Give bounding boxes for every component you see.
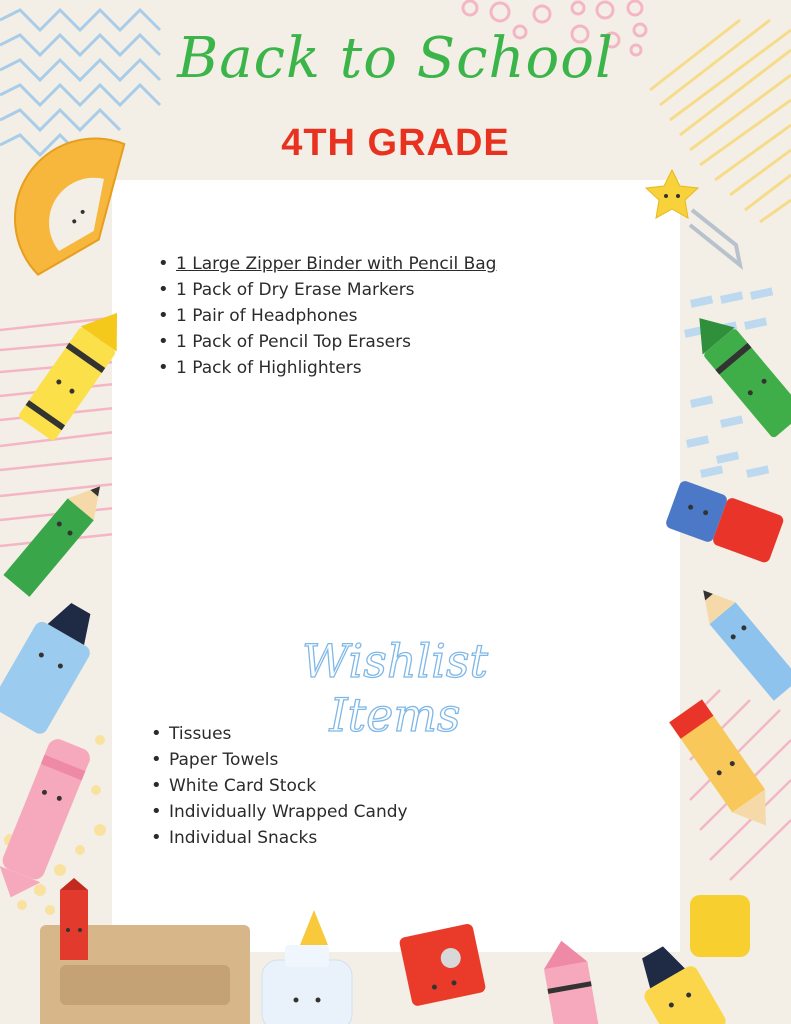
yellow-cap-icon xyxy=(690,895,750,957)
list-item: • Paper Towels xyxy=(149,747,408,773)
list-item: • 1 Pack of Dry Erase Markers xyxy=(156,277,496,303)
star-paperclip-icon xyxy=(646,170,740,265)
list-item: • Individual Snacks xyxy=(149,825,408,851)
list-item: • 1 Pack of Highlighters xyxy=(156,355,496,381)
supply-item-link[interactable]: 1 Large Zipper Binder with Pencil Bag xyxy=(176,254,497,274)
yellow-crayon-icon xyxy=(18,300,135,442)
green-crayon-icon xyxy=(683,305,791,439)
blue-highlighter-icon xyxy=(0,593,108,737)
list-item: • White Card Stock xyxy=(149,773,408,799)
list-item: • Tissues xyxy=(149,721,408,747)
green-pencil-icon xyxy=(3,475,113,596)
list-item: • 1 Pack of Pencil Top Erasers xyxy=(156,329,496,355)
glue-bottle-icon xyxy=(262,910,352,1024)
eraser-icon xyxy=(664,479,784,564)
pink-pen-icon xyxy=(0,736,93,905)
pink-crayon-icon xyxy=(540,937,600,1024)
crayon-box-icon xyxy=(40,878,250,1024)
list-item: • 1 Pair of Headphones xyxy=(156,303,496,329)
protractor-icon xyxy=(0,118,159,276)
wishlist-heading: Wishlist Items xyxy=(302,634,488,742)
sharpener-icon xyxy=(399,923,487,1007)
grade-heading: 4TH GRADE xyxy=(281,122,510,164)
list-item: • Individually Wrapped Candy xyxy=(149,799,408,825)
blue-pencil-icon xyxy=(690,579,791,700)
yellow-pencil-icon xyxy=(669,699,782,837)
page-title: Back to School xyxy=(177,26,614,91)
